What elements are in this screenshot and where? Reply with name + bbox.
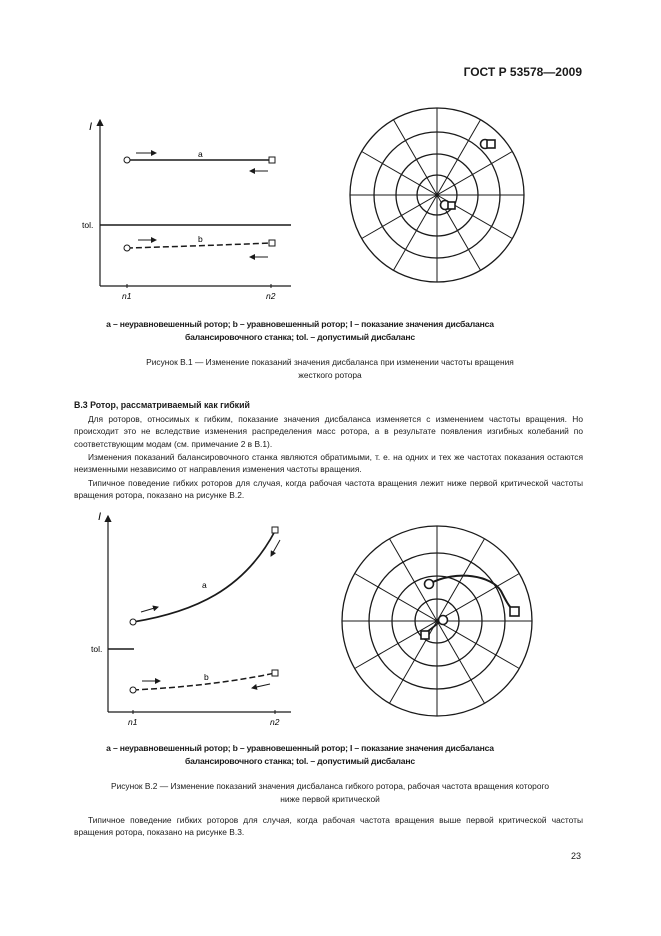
polar-point-a-end [487, 140, 495, 148]
section-paragraph-2: Изменения показаний балансировочного станка являются обратимыми, т. е. на одних и тех же частотах показания остаются неизменными независимо от направления изменения частоты вращения. [74, 452, 583, 475]
polar-point-b-end [448, 202, 455, 209]
tick-label-n2: n2 [270, 717, 280, 727]
closing-paragraph: Типичное поведение гибких роторов для случая, когда рабочая частота вращения выше первой критической частоты вращения ротора, показано на рисунке В.3. [74, 815, 583, 838]
figure2-caption-line2: ниже первой критической [280, 793, 380, 804]
curve-b-back-arrow [252, 684, 270, 688]
y-axis-label: I [98, 511, 102, 523]
document-header: ГОСТ Р 53578—2009 [463, 65, 582, 79]
curve-b-start-marker [124, 245, 130, 251]
curve-b-start-marker [130, 687, 136, 693]
page-number: 23 [570, 851, 581, 861]
figure2-caption-line1: Рисунок В.2 — Изменение показаний значения дисбаланса гибкого ротора, рабочая частота вращения которого [110, 781, 550, 791]
curve-a-label: a [202, 580, 207, 590]
figure1-caption [40, 356, 620, 381]
polar-point-b-end [421, 631, 429, 639]
polar-point-a-end [510, 607, 519, 616]
tick-label-n1: n1 [122, 291, 132, 301]
figure1-legend-line1: a – неуравновешенный ротор; b – уравновешенный ротор; I – показание значения дисбаланса [106, 319, 494, 329]
curve-b-label: b [204, 672, 209, 682]
figure2-graph [84, 508, 304, 733]
figure1-caption-line2: жесткого ротора [298, 369, 362, 380]
curve-b-label: b [198, 234, 203, 244]
tick-label-n1: n1 [128, 717, 138, 727]
curve-b-end-marker [269, 240, 275, 246]
section-heading: В.3 Ротор, рассматриваемый как гибкий [74, 400, 250, 410]
figure2-legend-line2: балансировочного станка; tol. – допустимый дисбаланс [185, 755, 415, 766]
curve-a-end-marker [269, 157, 275, 163]
y-axis-label: I [89, 121, 93, 133]
figure1-graph [78, 112, 303, 307]
figure1-caption-line1: Рисунок В.1 — Изменение показаний значения дисбаланса при изменении частоты вращения [146, 357, 514, 367]
curve-a-start-marker [130, 619, 136, 625]
curve-a-label: a [198, 149, 203, 159]
figure1-legend-line2: балансировочного станка; tol. – допустимый дисбаланс [185, 331, 415, 342]
figure1-legend [60, 318, 540, 343]
figure2-legend-line1: a – неуравновешенный ротор; b – уравновешенный ротор; I – показание значения дисбаланса [106, 743, 494, 753]
section-paragraph-1: Для роторов, относимых к гибким, показание значения дисбаланса изменяется с изменением частоты вращения. Но происходит это не вследствие изменения распределения масс ротора, а в результате появления изгибных колебаний по соответствующим модам (см. примечание 2 в В.1). [74, 414, 583, 449]
tolerance-label: tol. [91, 644, 103, 654]
tick-label-n2: n2 [266, 291, 276, 301]
curve-a-forward-arrow [141, 607, 158, 612]
figure2-caption [20, 780, 640, 805]
figure1-polar [337, 95, 537, 295]
polar-point-a-start [425, 580, 434, 589]
polar-point-b-start [439, 616, 448, 625]
curve-a-end-marker [272, 527, 278, 533]
tolerance-label: tol. [82, 220, 94, 230]
figure2-legend [60, 742, 540, 767]
figure2-polar [329, 511, 549, 731]
curve-a-back-arrow [271, 540, 280, 556]
curve-b-end-marker [272, 670, 278, 676]
curve-a-start-marker [124, 157, 130, 163]
section-paragraph-3: Типичное поведение гибких роторов для случая, когда рабочая частота вращения лежит ниже первой критической частоты вращения ротора, показано на рисунке В.2. [74, 478, 583, 501]
polar-curve-a [429, 576, 514, 611]
